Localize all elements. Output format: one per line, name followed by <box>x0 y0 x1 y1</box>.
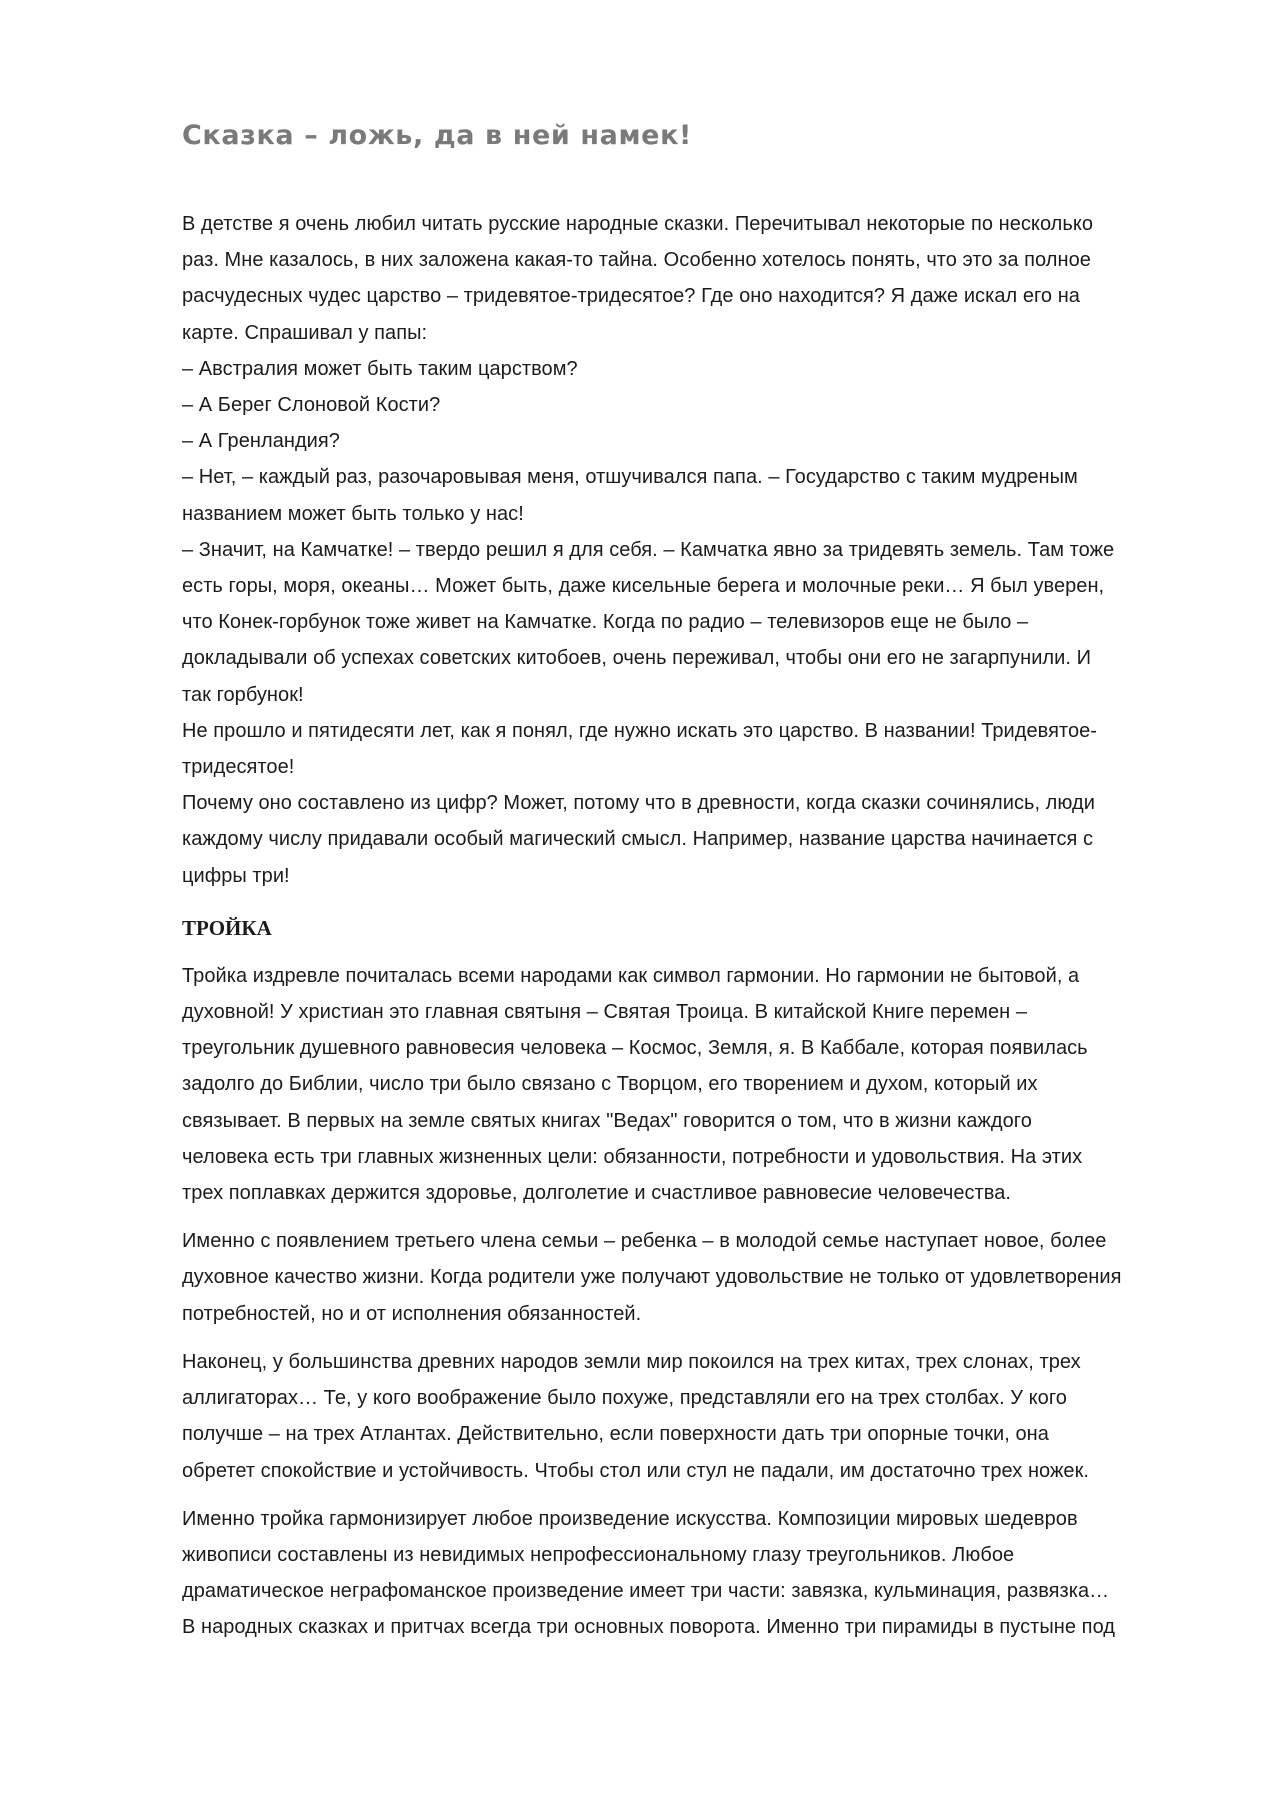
text-line: Тройка издревле почиталась всеми народами как символ гармонии. Но гармонии не бытовой, а <box>182 964 1080 987</box>
paragraph <box>182 1223 1194 1332</box>
paragraph <box>182 1501 1194 1646</box>
text-line: В народных сказках и притчах всегда три основных поворота. Именно три пирамиды в пустыне под <box>182 1616 1116 1639</box>
text-line: человека есть три главных жизненных цели: обязанности, потребности и удовольствия. На этих <box>182 1145 1083 1168</box>
text-line: обретет спокойствие и устойчивость. Чтобы стол или стул не падали, им достаточно трех ножек. <box>182 1459 1089 1482</box>
text-line: духовной! У христиан это главная святыня – Святая Троица. В китайской Книге перемен – <box>182 1001 1027 1024</box>
paragraph <box>182 1344 1194 1489</box>
text-line: докладывали об успехах советских китобоев, очень переживал, чтобы они его не загарпунили. И <box>182 647 1091 670</box>
text-line: – Значит, на Камчатке! – твердо решил я для себя. – Камчатка явно за тридевять земель. Там тоже <box>182 538 1115 561</box>
text-line: – Австралия может быть таким царством? <box>182 357 578 380</box>
text-line: цифры три! <box>182 864 290 887</box>
document-title: Сказка – ложь, да в ней намек! <box>182 120 692 151</box>
text-line: треугольник душевного равновесия человека – Космос, Земля, я. В Каббале, которая появилась <box>182 1037 1088 1060</box>
text-line: духовное качество жизни. Когда родители уже получают удовольствие не только от удовлетворения <box>182 1266 1122 1289</box>
text-line: драматическое неграфоманское произведение имеет три части: завязка, кульминация, развязка… <box>182 1580 1110 1603</box>
text-line: Не прошло и пятидесяти лет, как я понял, где нужно искать это царство. В названии! Тридевятое- <box>182 719 1098 742</box>
text-line: так горбунок! <box>182 683 304 706</box>
text-line: Именно тройка гармонизирует любое произведение искусства. Композиции мировых шедевров <box>182 1507 1078 1530</box>
text-line: каждому числу придавали особый магический смысл. Например, название царства начинается с <box>182 828 1094 851</box>
document-content <box>182 116 1194 1646</box>
text-line: тридесятое! <box>182 756 295 779</box>
text-line: получше – на трех Атлантах. Действительно, если поверхности дать три опорные точки, она <box>182 1423 1049 1446</box>
text-line: Почему оно составлено из цифр? Может, потому что в древности, когда сказки сочинялись, люди <box>182 792 1095 815</box>
text-line: названием может быть только у нас! <box>182 502 524 525</box>
text-line: аллигаторах… Те, у кого воображение было похуже, представляли его на трех столбах. У кого <box>182 1387 1067 1410</box>
intro-block <box>182 206 1194 894</box>
text-line: Наконец, у большинства древних народов земли мир покоился на трех китах, трех слонах, трех <box>182 1350 1081 1373</box>
section-heading: ТРОЙКА <box>182 915 272 940</box>
text-line: – А Гренландия? <box>182 430 340 453</box>
text-line: Именно с появлением третьего члена семьи – ребенка – в молодой семье наступает новое, более <box>182 1230 1107 1253</box>
text-line: расчудесных чудес царство – тридевятое-тридесятое? Где оно находится? Я даже искал его на <box>182 285 1080 308</box>
text-line: раз. Мне казалось, в них заложена какая-то тайна. Особенно хотелось понять, что это за полное <box>182 249 1091 272</box>
text-line: потребностей, но и от исполнения обязанностей. <box>182 1302 642 1325</box>
text-line: что Конек-горбунок тоже живет на Камчатке. Когда по радио – телевизоров еще не было – <box>182 611 1029 634</box>
text-line: есть горы, моря, океаны… Может быть, даже кисельные берега и молочные реки… Я был уверен, <box>182 575 1105 598</box>
text-line: В детстве я очень любил читать русские народные сказки. Перечитывал некоторые по несколько <box>182 213 1094 235</box>
text-line: карте. Спрашивал у папы: <box>182 321 428 344</box>
text-line: живописи составлены из невидимых непрофессиональному глазу треугольников. Любое <box>182 1543 1015 1566</box>
text-line: – Нет, – каждый раз, разочаровывая меня, отшучивался папа. – Государство с таким мудреным <box>182 466 1078 489</box>
paragraph <box>182 958 1194 1211</box>
text-line: задолго до Библии, число три было связано с Творцом, его творением и духом, который их <box>182 1073 1038 1096</box>
text-line: трех поплавках держится здоровье, долголетие и счастливое равновесие человечества. <box>182 1182 1012 1205</box>
text-line: – А Берег Слоновой Кости? <box>182 394 441 417</box>
text-line: связывает. В первых на земле святых книгах "Ведах" говорится о том, что в жизни каждого <box>182 1109 1032 1132</box>
